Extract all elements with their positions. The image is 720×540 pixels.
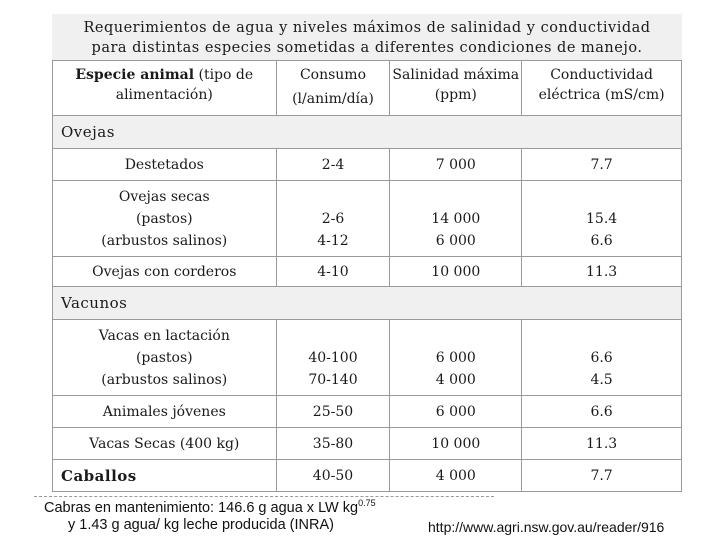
row-label bbox=[53, 181, 277, 257]
row-label: Destetados bbox=[53, 149, 277, 181]
row-label: Ovejas con corderos bbox=[53, 257, 277, 287]
header-species bbox=[53, 61, 277, 116]
cell-value: 14 000 bbox=[431, 210, 481, 227]
table-row bbox=[53, 257, 682, 287]
row-label-line: Ovejas secas bbox=[118, 188, 210, 205]
table-title bbox=[52, 14, 682, 60]
row-label bbox=[53, 320, 277, 396]
cell-value: 6 000 bbox=[435, 349, 476, 366]
title-line-2: para distintas especies sometidas a diferentes condiciones de manejo. bbox=[91, 40, 643, 56]
table-row bbox=[53, 396, 682, 428]
table-row bbox=[53, 149, 682, 181]
cell-value: 4.5 bbox=[590, 371, 613, 388]
cell-value: 4 000 bbox=[435, 371, 476, 388]
cell-value: 70-140 bbox=[308, 371, 358, 388]
cell-salinidad bbox=[390, 320, 522, 396]
cell-consumo bbox=[276, 181, 390, 257]
cell-value: 40-100 bbox=[308, 349, 358, 366]
cell-salinidad: 10 000 bbox=[390, 428, 522, 460]
cell-conductividad bbox=[522, 320, 682, 396]
header-consumption bbox=[276, 61, 390, 116]
table-row bbox=[53, 320, 682, 396]
cell-salinidad: 7 000 bbox=[390, 149, 522, 181]
table-row bbox=[53, 460, 682, 492]
section-vacunos: Vacunos bbox=[53, 287, 682, 320]
cell-salinidad: 4 000 bbox=[390, 460, 522, 492]
cell-conductividad: 6.6 bbox=[522, 396, 682, 428]
cell-consumo: 25-50 bbox=[276, 396, 390, 428]
row-label-line: (pastos) bbox=[135, 349, 193, 366]
cell-consumo: 2-4 bbox=[276, 149, 390, 181]
cell-consumo bbox=[276, 320, 390, 396]
cell-conductividad: 11.3 bbox=[522, 257, 682, 287]
section-caballos: Caballos bbox=[53, 460, 277, 492]
header-consumption-line1: Consumo bbox=[299, 67, 366, 83]
cell-value: 6.6 bbox=[590, 349, 613, 366]
row-label: Vacas Secas (400 kg) bbox=[53, 428, 277, 460]
cell-value: 15.4 bbox=[586, 210, 618, 227]
cell-consumo: 4-10 bbox=[276, 257, 390, 287]
water-requirements-table bbox=[52, 60, 682, 492]
footer-note-line1 bbox=[44, 495, 376, 517]
section-ovejas: Ovejas bbox=[53, 116, 682, 149]
section-row-ovejas bbox=[53, 116, 682, 149]
header-salinity: Salinidad máxima (ppm) bbox=[390, 61, 522, 116]
table-row bbox=[53, 181, 682, 257]
cell-conductividad: 7.7 bbox=[522, 149, 682, 181]
title-line-1: Requerimientos de agua y niveles máximos de salinidad y conductividad bbox=[83, 20, 651, 36]
cell-salinidad: 10 000 bbox=[390, 257, 522, 287]
row-label-line: Vacas en lactación bbox=[98, 327, 230, 344]
header-conductivity: Conductividad eléctrica (mS/cm) bbox=[522, 61, 682, 116]
cell-value: 6 000 bbox=[435, 232, 476, 249]
source-url: http://www.agri.nsw.gov.au/reader/916 bbox=[428, 519, 665, 535]
cell-salinidad: 6 000 bbox=[390, 396, 522, 428]
header-consumption-line2: (l/anim/día) bbox=[292, 91, 374, 107]
cell-value: 2-6 bbox=[321, 210, 345, 227]
cell-consumo: 35-80 bbox=[276, 428, 390, 460]
cell-consumo: 40-50 bbox=[276, 460, 390, 492]
header-row bbox=[53, 61, 682, 116]
footer-note-text: Cabras en mantenimiento: 146.6 g agua x LW kg bbox=[44, 499, 359, 516]
row-label-line: (pastos) bbox=[135, 210, 193, 227]
header-species-bold: Especie animal bbox=[75, 67, 195, 83]
row-label: Animales jóvenes bbox=[53, 396, 277, 428]
footer-note bbox=[44, 495, 376, 534]
footer-note-line2: y 1.43 g agua/ kg leche producida (INRA) bbox=[68, 516, 334, 533]
footer-note-exponent: 0.75 bbox=[358, 498, 376, 508]
cell-conductividad: 11.3 bbox=[522, 428, 682, 460]
table-row bbox=[53, 428, 682, 460]
cell-value: 6.6 bbox=[590, 232, 613, 249]
header-species-rest: (tipo de alimentación) bbox=[115, 67, 254, 103]
cell-salinidad bbox=[390, 181, 522, 257]
row-label-line: (arbustos salinos) bbox=[101, 232, 228, 249]
section-row-vacunos bbox=[53, 287, 682, 320]
row-label-line: (arbustos salinos) bbox=[101, 371, 228, 388]
cell-conductividad: 7.7 bbox=[522, 460, 682, 492]
cell-conductividad bbox=[522, 181, 682, 257]
cell-value: 4-12 bbox=[317, 232, 349, 249]
